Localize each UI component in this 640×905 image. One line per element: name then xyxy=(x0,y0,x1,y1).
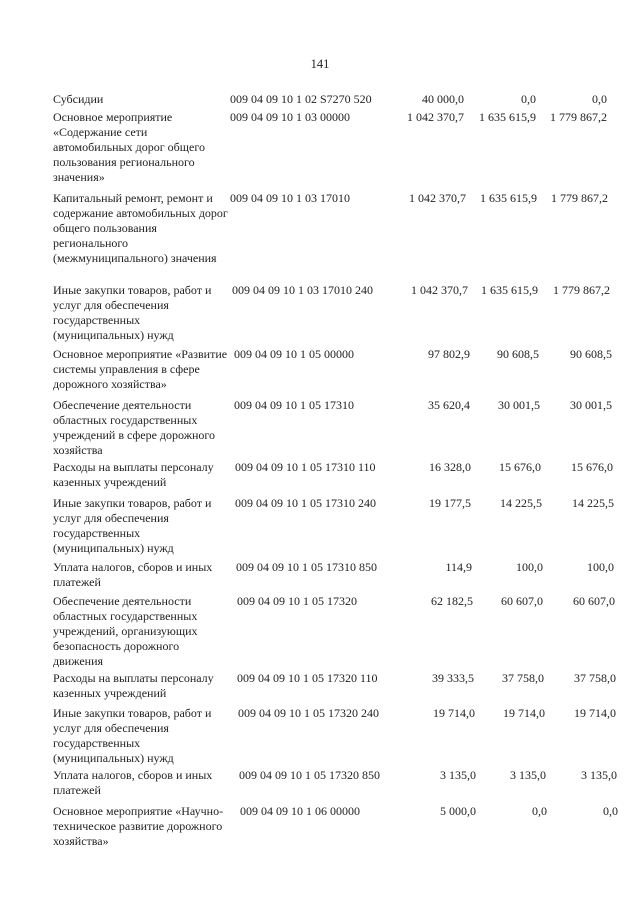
row-name: Уплата налогов, сборов и иных платежей xyxy=(53,560,213,589)
row-value-3: 0,0 xyxy=(603,804,618,818)
row-value-3: 1 779 867,2 xyxy=(553,283,610,297)
row-value-2: 3 135,0 xyxy=(510,768,546,782)
row-codes: 009 04 09 10 1 03 17010 xyxy=(230,191,350,205)
row-value-2: 1 635 615,9 xyxy=(480,191,537,205)
row-value-1: 97 802,9 xyxy=(428,347,470,361)
row-codes: 009 04 09 10 1 03 00000 xyxy=(230,110,350,124)
row-codes: 009 04 09 10 1 05 17310 110 xyxy=(235,460,376,474)
row-value-3: 15 676,0 xyxy=(571,460,613,474)
row-name: Расходы на выплаты персоналу казенных учреждений xyxy=(53,671,214,700)
row-value-2: 30 001,5 xyxy=(498,398,540,412)
row-value-3: 60 607,0 xyxy=(573,594,615,608)
row-value-1: 5 000,0 xyxy=(440,804,476,818)
row-value-1: 1 042 370,7 xyxy=(411,283,468,297)
row-value-2: 1 635 615,9 xyxy=(479,110,536,124)
row-value-1: 39 333,5 xyxy=(432,671,474,685)
row-value-1: 35 620,4 xyxy=(428,398,470,412)
row-value-1: 3 135,0 xyxy=(440,768,476,782)
row-name: Субсидии xyxy=(53,92,104,106)
row-name: Капитальный ремонт, ремонт и содержание автомобильных дорог общего пользования регионального (межмуниципального) значения xyxy=(53,191,228,265)
row-value-1: 62 182,5 xyxy=(431,594,473,608)
row-value-2: 90 608,5 xyxy=(497,347,539,361)
row-value-2: 0,0 xyxy=(532,804,547,818)
row-value-3: 90 608,5 xyxy=(570,347,612,361)
row-value-3: 1 779 867,2 xyxy=(551,191,608,205)
row-name: Основное мероприятие «Содержание сети автомобильных дорог общего пользования регионального значения» xyxy=(53,110,205,184)
row-value-2: 0,0 xyxy=(521,92,536,106)
row-codes: 009 04 09 10 1 05 17320 240 xyxy=(238,706,379,720)
row-value-3: 14 225,5 xyxy=(572,496,614,510)
row-name: Иные закупки товаров, работ и услуг для обеспечения государственных (муниципальных) нужд xyxy=(53,706,212,765)
row-codes: 009 04 09 10 1 03 17010 240 xyxy=(232,283,373,297)
row-codes: 009 04 09 10 1 05 17310 240 xyxy=(235,496,376,510)
row-name: Обеспечение деятельности областных государственных учреждений в сфере дорожного хозяйства xyxy=(53,398,216,457)
row-value-3: 1 779 867,2 xyxy=(550,110,607,124)
row-name: Основное мероприятие «Развитие системы управления в сфере дорожного хозяйства» xyxy=(53,347,228,391)
row-name: Расходы на выплаты персоналу казенных учреждений xyxy=(53,460,214,489)
row-value-3: 30 001,5 xyxy=(570,398,612,412)
row-value-1: 1 042 370,7 xyxy=(407,110,464,124)
row-value-2: 19 714,0 xyxy=(503,706,545,720)
row-value-2: 14 225,5 xyxy=(500,496,542,510)
page-number: 141 xyxy=(310,57,330,71)
row-codes: 009 04 09 10 1 05 17310 850 xyxy=(236,560,377,574)
row-value-2: 100,0 xyxy=(516,560,543,574)
row-name: Иные закупки товаров, работ и услуг для обеспечения государственных (муниципальных) нужд xyxy=(53,283,212,342)
row-codes: 009 04 09 10 1 05 17320 xyxy=(237,594,357,608)
row-value-3: 19 714,0 xyxy=(574,706,616,720)
row-value-2: 37 758,0 xyxy=(502,671,544,685)
row-codes: 009 04 09 10 1 06 00000 xyxy=(240,804,360,818)
row-value-3: 0,0 xyxy=(592,92,607,106)
row-codes: 009 04 09 10 1 05 17310 xyxy=(234,398,354,412)
row-value-1: 114,9 xyxy=(445,560,472,574)
row-codes: 009 04 09 10 1 05 00000 xyxy=(234,347,354,361)
row-value-3: 37 758,0 xyxy=(574,671,616,685)
row-codes: 009 04 09 10 1 02 S7270 520 xyxy=(230,92,372,106)
row-value-1: 16 328,0 xyxy=(429,460,471,474)
row-value-3: 3 135,0 xyxy=(581,768,617,782)
row-name: Иные закупки товаров, работ и услуг для обеспечения государственных (муниципальных) нужд xyxy=(53,496,212,555)
row-value-1: 19 177,5 xyxy=(429,496,471,510)
row-name: Уплата налогов, сборов и иных платежей xyxy=(53,768,213,797)
row-name: Основное мероприятие «Научно-техническое развитие дорожного хозяйства» xyxy=(53,804,224,848)
row-name: Обеспечение деятельности областных государственных учреждений, организующих безопасность дорожного движения xyxy=(53,594,198,668)
row-value-1: 1 042 370,7 xyxy=(409,191,466,205)
row-value-1: 40 000,0 xyxy=(422,92,464,106)
row-value-2: 1 635 615,9 xyxy=(481,283,538,297)
row-value-2: 15 676,0 xyxy=(499,460,541,474)
row-codes: 009 04 09 10 1 05 17320 110 xyxy=(237,671,378,685)
row-value-1: 19 714,0 xyxy=(433,706,475,720)
row-value-3: 100,0 xyxy=(587,560,614,574)
row-value-2: 60 607,0 xyxy=(501,594,543,608)
row-codes: 009 04 09 10 1 05 17320 850 xyxy=(239,768,380,782)
